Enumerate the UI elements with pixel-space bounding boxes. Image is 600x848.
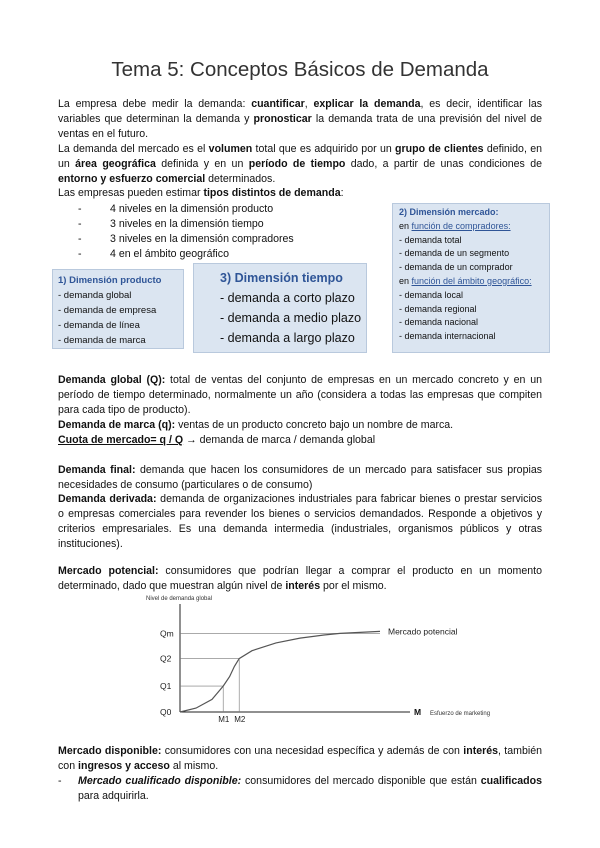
intro-paragraph-3 [58,186,542,201]
chart-curve-mercado-potencial [180,631,380,712]
text-segment: definido, en un [58,143,542,170]
text-segment: Mercado cualificado disponible: [78,775,242,787]
list-item: - 4 niveles en la dimensión producto [78,203,274,215]
text-segment: período de tiempo [248,158,346,170]
text-segment: dado, a partir de unas condiciones de [345,158,542,170]
box-item: - demanda a corto plazo [220,291,355,305]
text-segment: pronosticar [253,113,312,125]
box-heading: 2) Dimensión mercado: [399,207,499,217]
text-segment: total de ventas del conjunto de empresas en un mercado concreto y en un período de tiempo determinado, normalmente un año (considera a todas las empresas que compiten para cada tipo de producto). [58,374,542,416]
list-item: - 3 niveles en la dimensión tiempo [78,218,264,230]
text-segment: entorno y esfuerzo comercial [58,173,206,185]
box-item: - demanda nacional [399,317,479,328]
box-item: - demanda de marca [58,335,146,346]
def-mercado-disponible [58,744,542,774]
def-cuota-mercado: Cuota de mercado= q / Q → demanda de marca / demanda global [58,434,376,446]
text-segment: cuantificar [251,98,305,110]
text-segment: Mercado disponible: [58,745,162,757]
text-segment: tipos distintos de demanda [203,187,341,199]
text-segment: ingresos y acceso [78,760,170,772]
def-demanda-global [58,373,542,418]
text-segment: definida y en un [155,158,249,170]
box-item: - demanda a largo plazo [220,331,355,345]
box-heading: 3) Dimensión tiempo [220,271,343,285]
box-dimension-producto [52,269,184,349]
def-mercado-cualificado-text [58,775,542,802]
text-segment: , también con [58,745,542,772]
chart-curve-label: Mercado potencial [388,626,458,637]
text-segment: por el mismo. [320,580,387,592]
box-heading: 1) Dimensión producto [58,275,162,286]
box-dimension-tiempo [193,263,367,353]
text-segment: la demanda trata de una previsión del nivel de ventas en el futuro. [58,113,543,140]
chart-tick-label-m1: M1 [218,715,230,724]
box-item: - demanda global [58,290,132,301]
text-segment: Demanda global (Q): [58,374,166,386]
chart-xlabel: Esfuerzo de marketing [430,711,491,717]
text-segment: cualificados [480,775,542,787]
text-segment: Mercado potencial: [58,565,159,577]
text-segment: determinados. [205,173,276,185]
text-segment: para adquirirla. [78,790,149,802]
list-item: - 3 niveles en la dimensión compradores [78,233,294,245]
intro-paragraph-2 [58,142,542,187]
text-segment: grupo de clientes [395,143,484,155]
chart-ylabel: Nivel de demanda global [146,596,213,602]
text-segment: consumidores del mercado disponible que están [241,775,481,787]
def-mercado-cualificado: - Mercado cualificado disponible: consumidores del mercado disponible que están cualificados para adquirirla. [58,775,542,802]
def-demanda-derivada [58,492,542,552]
text-segment: Demanda de marca (q): [58,419,176,431]
text-segment: consumidores con una necesidad específica y además de con [161,745,464,757]
box-dimension-mercado [392,203,550,353]
text-segment: interés [463,745,499,757]
text-segment: explicar la demanda [313,98,421,110]
text-segment: demanda de organizaciones industriales para fabricar bienes o prestar servicios o empresas comerciales para revender los bienes o servicios demandados. Responde a objetivos y criterios empresariales. Es una demanda intermedia (industriales, organismos públicos y otras instituciones). [58,493,542,550]
text-segment: consumidores que podrían llegar a comprar el producto en un momento determinado, dado que muestran algún nivel de [58,565,542,592]
text-segment: área geográfica [75,158,156,170]
text-segment: La empresa debe medir la demanda: [58,98,252,110]
text-segment: , [304,98,314,110]
text-segment: , es decir, identificar las variables que determinan la demanda y [58,98,543,125]
box-item: - demanda a medio plazo [220,311,362,325]
chart-tick-label-q0: Q0 [160,707,172,717]
text-segment: total que es adquirido por un [252,143,396,155]
demand-chart [140,590,491,730]
chart-tick-label-q1: Q1 [160,681,172,692]
text-segment: al mismo. [169,760,219,772]
demand-types-list [78,202,294,262]
box-item: - demanda local [399,289,464,300]
chart-tick-label-qm: Qm [160,628,174,639]
box-subheading: en función de compradores: [399,220,511,231]
def-demanda-final [58,463,542,493]
box-item: - demanda internacional [399,331,496,342]
chart-x-axis-letter: M [414,707,422,717]
text-segment: La demanda del mercado es el [58,143,209,155]
box-item: - demanda de un comprador [399,262,513,273]
text-segment: Las empresas pueden estimar [58,187,204,199]
text-segment: ventas de un producto concreto bajo un nombre de marca. [175,419,454,431]
intro-paragraph-1 [58,97,542,142]
page-title: Tema 5: Conceptos Básicos de Demanda [111,58,489,81]
box-item: - demanda regional [399,303,477,314]
chart-tick-label-m2: M2 [234,715,246,724]
box-item: - demanda de un segmento [399,248,510,259]
text-segment: demanda que hacen los consumidores de un mercado para satisfacer sus propias necesidades de consumo (particulares o de consumo) [58,464,543,491]
text-segment: Demanda derivada: [58,493,157,505]
box-subheading: en función del ámbito geográfico: [399,275,532,286]
text-segment: interés [285,580,321,592]
chart-tick-label-q2: Q2 [160,653,172,664]
list-item: - 4 en el ámbito geográfico [78,248,229,260]
box-item: - demanda total [399,234,462,245]
text-segment: volumen [208,143,253,155]
text-segment: Demanda final: [58,464,136,476]
def-demanda-marca [58,418,542,433]
text-segment: : [340,187,344,199]
box-item: - demanda de línea [58,320,140,331]
box-item: - demanda de empresa [58,305,157,316]
chart-ticks [160,628,246,724]
